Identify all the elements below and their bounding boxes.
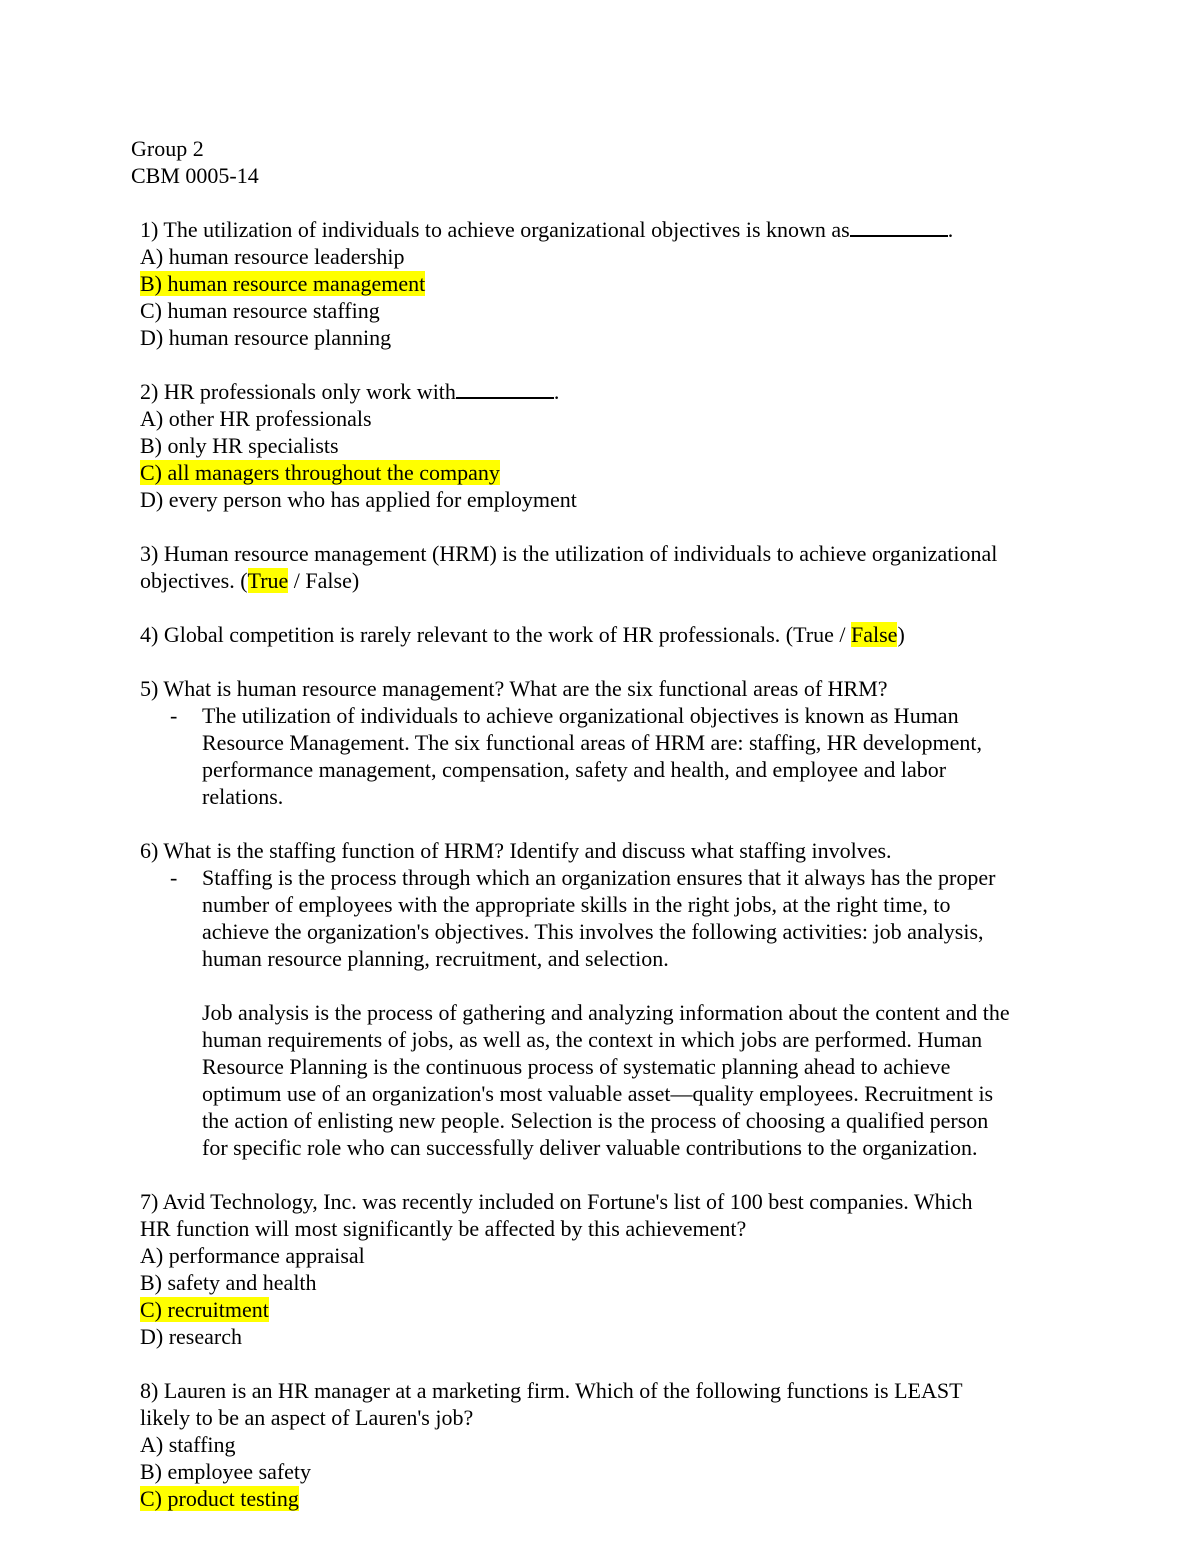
q6-answer-paragraph-line: for specific role who can successfully deliver valuable contributions to the organization. — [202, 1135, 978, 1160]
q1-option-b-correct — [140, 270, 425, 297]
q6-answer-paragraph-line: the action of enlisting new people. Selection is the process of choosing a qualified person — [202, 1108, 989, 1133]
false-answer-highlight: False — [850, 622, 898, 647]
q5-answer-line: performance management, compensation, safety and health, and employee and labor — [202, 757, 947, 782]
question-7-stem: 7) Avid Technology, Inc. was recently included on Fortune's list of 100 best companies. Which — [140, 1189, 973, 1214]
question-1-end: . — [947, 217, 954, 242]
q1-option-c: C) human resource staffing — [140, 298, 380, 323]
correct-answer-highlight: C) recruitment — [140, 1297, 269, 1322]
question-3-end: / False) — [288, 568, 360, 593]
q7-option-d: D) research — [140, 1324, 242, 1349]
q6-answer-line: number of employees with the appropriate skills in the right jobs, at the right time, to — [202, 892, 951, 917]
q1-option-a: A) human resource leadership — [140, 244, 405, 269]
course-code: CBM 0005-14 — [131, 163, 259, 188]
question-2-text: 2) HR professionals only work with — [140, 379, 456, 404]
q6-answer-paragraph-line: Job analysis is the process of gathering and analyzing information about the content and the — [202, 1000, 1010, 1025]
correct-answer-highlight: B) human resource management — [140, 271, 426, 296]
q6-answer-paragraph-line: optimum use of an organization's most valuable asset—quality employees. Recruitment is — [202, 1081, 994, 1106]
q2-option-a: A) other HR professionals — [140, 406, 372, 431]
question-8-stem: 8) Lauren is an HR manager at a marketing firm. Which of the following functions is LEAST — [140, 1378, 963, 1403]
q8-option-a: A) staffing — [140, 1432, 236, 1457]
question-2-stem — [140, 378, 559, 405]
q2-option-d: D) every person who has applied for employment — [140, 487, 577, 512]
q6-answer-line: human resource planning, recruitment, and selection. — [202, 946, 669, 971]
question-1-stem — [140, 216, 953, 243]
question-1-text: 1) The utilization of individuals to achieve organizational objectives is known as — [140, 217, 850, 242]
true-answer-highlight: True — [247, 568, 289, 593]
q2-option-b: B) only HR specialists — [140, 433, 339, 458]
answer-blank — [850, 217, 948, 237]
q5-answer-line: The utilization of individuals to achieve organizational objectives is known as Human — [202, 703, 959, 728]
bullet-dash: - — [170, 865, 178, 890]
correct-answer-highlight: C) all managers throughout the company — [140, 460, 500, 485]
q5-answer-line: relations. — [202, 784, 284, 809]
bullet-dash: - — [170, 703, 178, 728]
q7-option-b: B) safety and health — [140, 1270, 317, 1295]
answer-blank — [456, 379, 554, 399]
q7-option-c-correct — [140, 1296, 269, 1323]
q7-option-a: A) performance appraisal — [140, 1243, 365, 1268]
q6-answer-paragraph-line: Resource Planning is the continuous process of systematic planning ahead to achieve — [202, 1054, 951, 1079]
correct-answer-highlight: C) product testing — [140, 1486, 299, 1511]
q8-option-c-correct — [140, 1485, 299, 1512]
question-7-stem-cont: HR function will most significantly be affected by this achievement? — [140, 1216, 747, 1241]
question-5-stem: 5) What is human resource management? What are the six functional areas of HRM? — [140, 676, 888, 701]
question-4-stem — [140, 621, 905, 648]
question-4-text: 4) Global competition is rarely relevant to the work of HR professionals. (True / — [140, 622, 851, 647]
q1-option-d: D) human resource planning — [140, 325, 392, 350]
question-8-stem-cont: likely to be an aspect of Lauren's job? — [140, 1405, 474, 1430]
q2-option-c-correct — [140, 459, 500, 486]
q8-option-b: B) employee safety — [140, 1459, 312, 1484]
q6-answer-line: Staffing is the process through which an organization ensures that it always has the proper — [202, 865, 996, 890]
question-2-end: . — [553, 379, 560, 404]
q5-answer-line: Resource Management. The six functional areas of HRM are: staffing, HR development, — [202, 730, 982, 755]
q6-answer-paragraph-line: human requirements of jobs, as well as, the context in which jobs are performed. Human — [202, 1027, 983, 1052]
group-heading: Group 2 — [131, 136, 204, 161]
question-3-stem-cont — [140, 567, 359, 594]
question-6-stem: 6) What is the staffing function of HRM? Identify and discuss what staffing involves. — [140, 838, 892, 863]
question-3-stem: 3) Human resource management (HRM) is the utilization of individuals to achieve organizational — [140, 541, 998, 566]
q6-answer-line: achieve the organization's objectives. This involves the following activities: job analysis, — [202, 919, 984, 944]
question-3-text: objectives. ( — [140, 568, 248, 593]
question-4-end: ) — [897, 622, 905, 647]
